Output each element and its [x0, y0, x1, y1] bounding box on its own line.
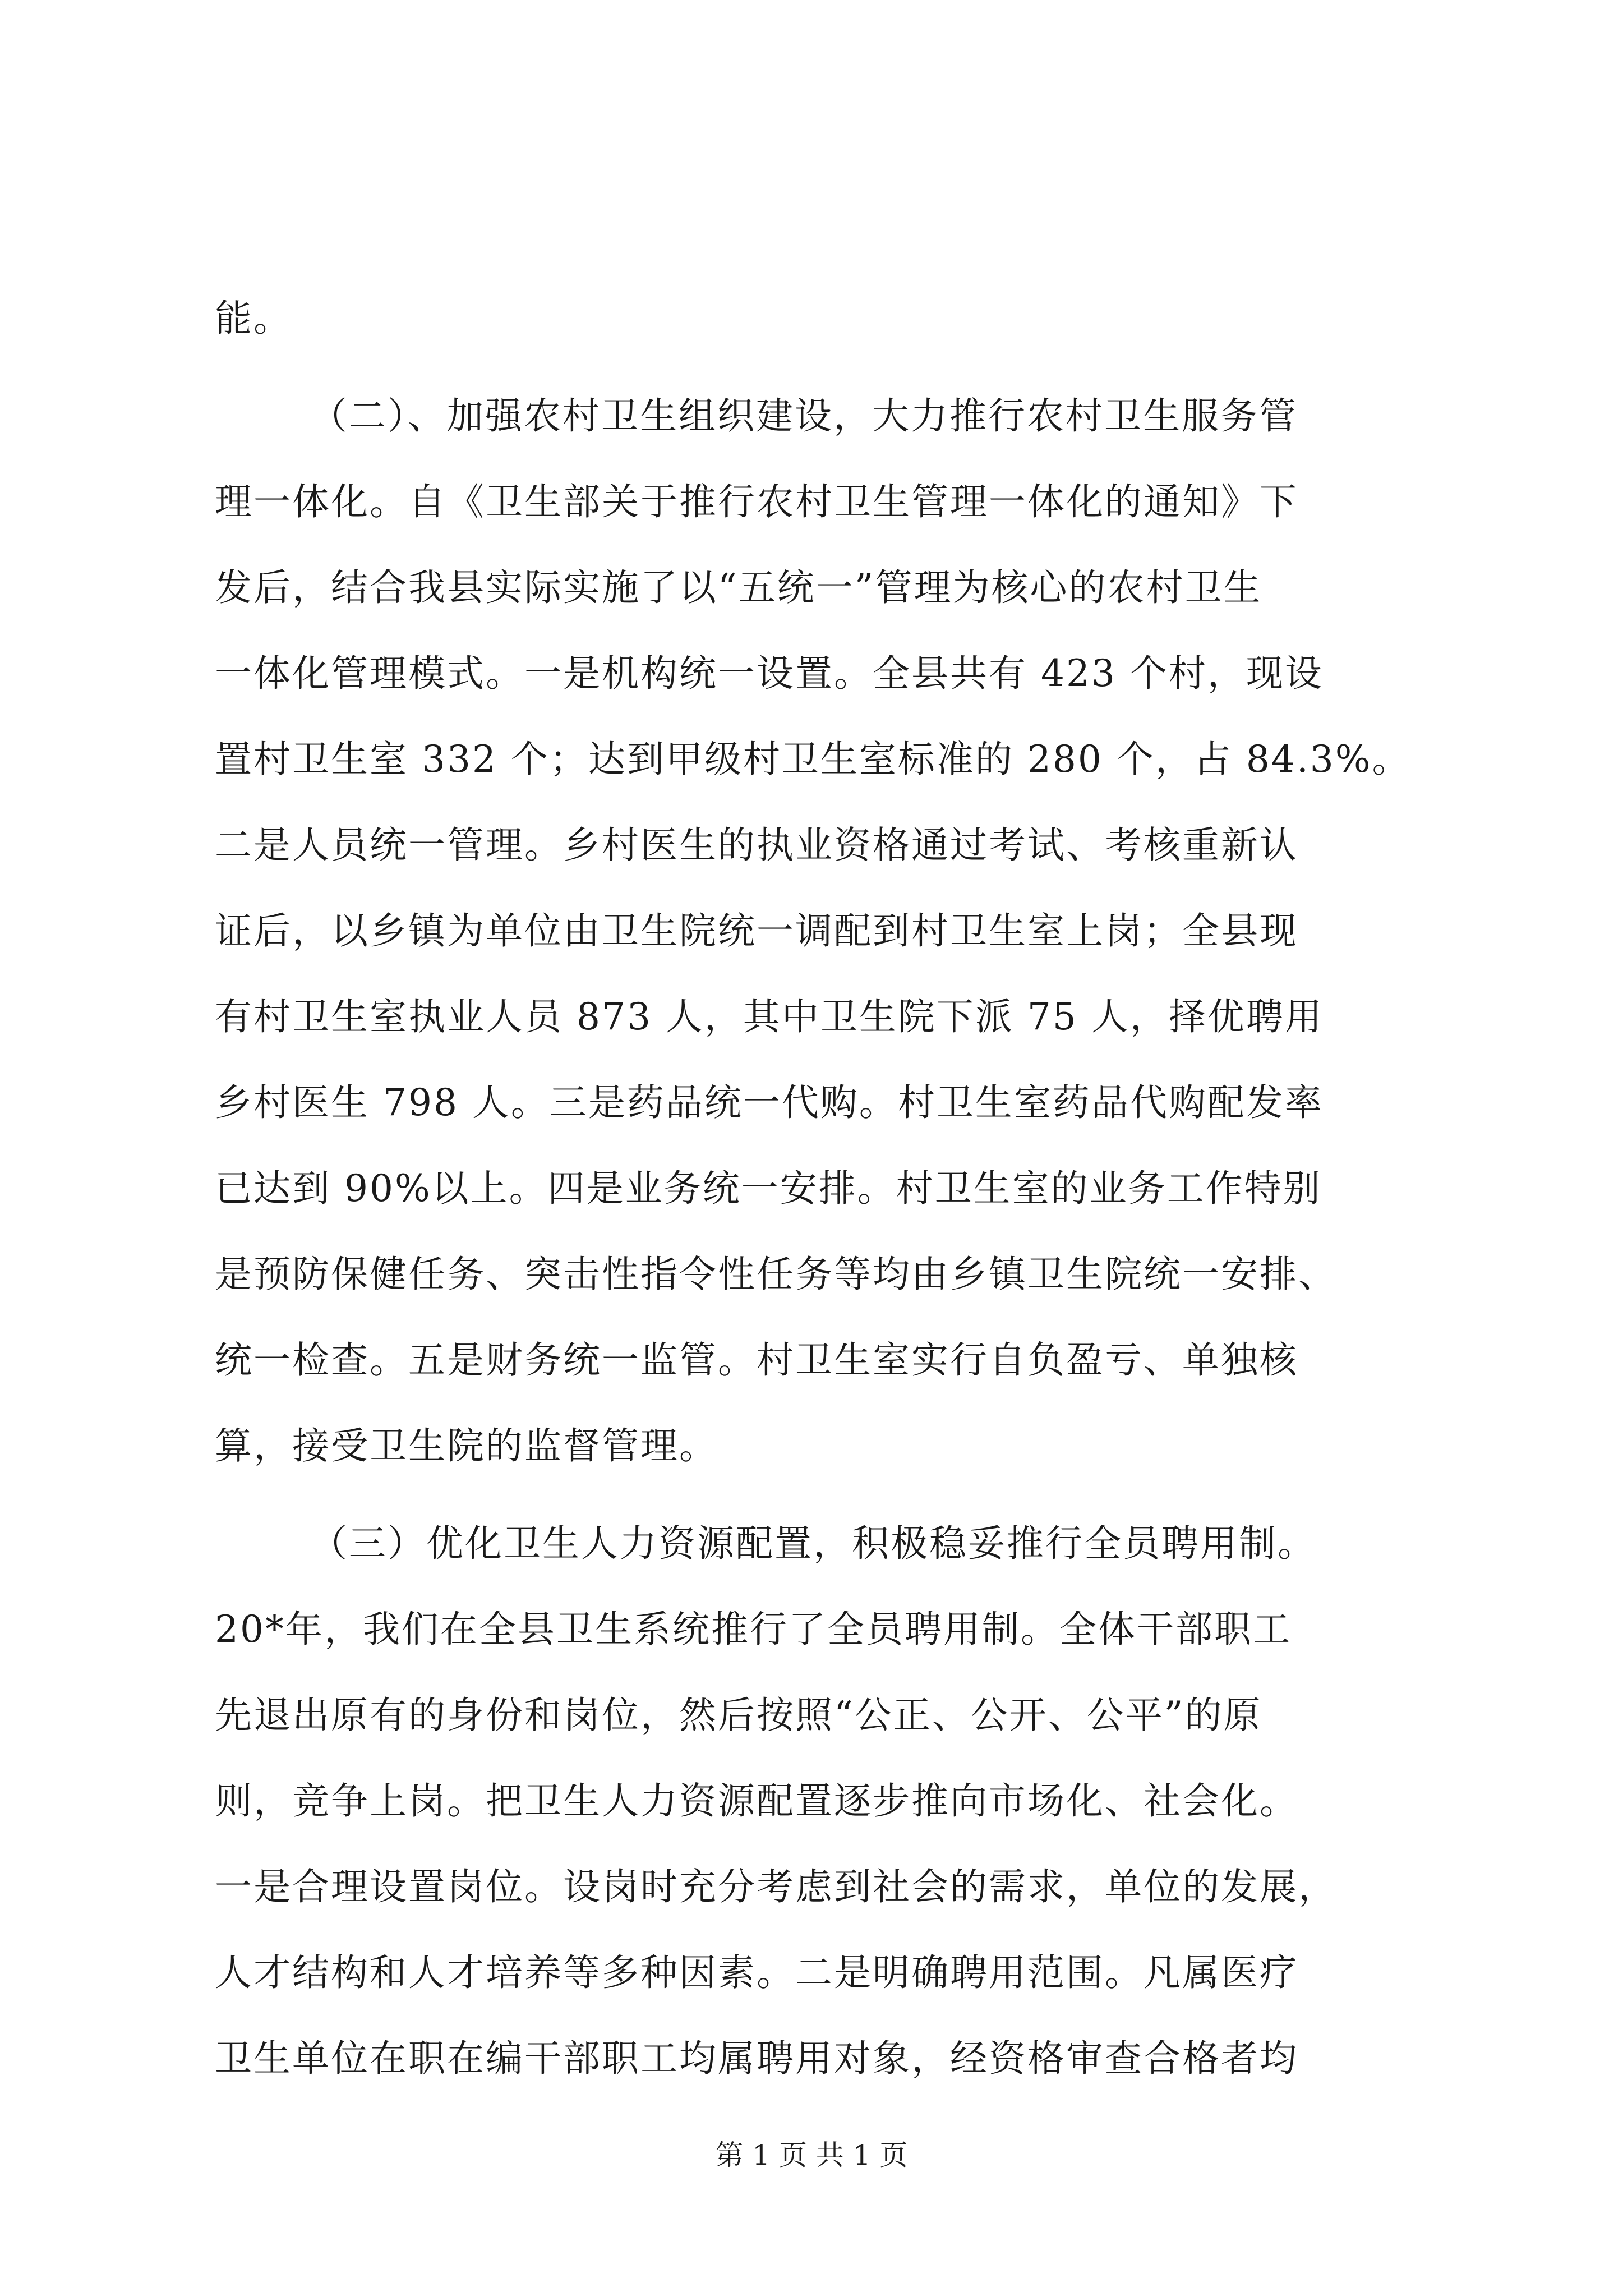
text-line-8: 证后，以乡镇为单位由卫生院统一调配到村卫生室上岗；全县现 [215, 909, 1298, 953]
text-line-5: 一体化管理模式。一是机构统一设置。全县共有 423 个村，现设 [215, 652, 1324, 695]
text-line-19: 一是合理设置岗位。设岗时充分考虑到社会的需求，单位的发展， [215, 1865, 1337, 1908]
section-3-heading-line: （三）优化卫生人力资源配置，积极稳妥推行全员聘用制。 [310, 1522, 1316, 1565]
text-line-12: 是预防保健任务、突击性指令性任务等均由乡镇卫生院统一安排、 [215, 1253, 1337, 1296]
text-line-4: 发后，结合我县实际实施了以“五统一”管理为核心的农村卫生 [215, 566, 1262, 609]
text-line-3: 理一体化。自《卫生部关于推行农村卫生管理一体化的通知》下 [215, 480, 1298, 523]
text-line-10: 乡村医生 798 人。三是药品统一代购。村卫生室药品代购配发率 [215, 1081, 1324, 1124]
text-line-17: 先退出原有的身份和岗位，然后按照“公正、公开、公平”的原 [215, 1694, 1262, 1737]
text-line-21: 卫生单位在职在编干部职工均属聘用对象，经资格审查合格者均 [215, 2037, 1298, 2080]
text-line-1: 能。 [215, 297, 292, 340]
text-line-14: 算，接受卫生院的监督管理。 [215, 1424, 718, 1467]
text-line-7: 二是人员统一管理。乡村医生的执业资格通过考试、考核重新认 [215, 823, 1298, 867]
text-line-9: 有村卫生室执业人员 873 人，其中卫生院下派 75 人，择优聘用 [215, 995, 1324, 1038]
page-number-footer: 第 1 页 共 1 页 [715, 2139, 908, 2171]
text-line-11: 已达到 90%以上。四是业务统一安排。村卫生室的业务工作特别 [215, 1167, 1322, 1210]
text-line-18: 则，竞争上岗。把卫生人力资源配置逐步推向市场化、社会化。 [215, 1779, 1298, 1823]
text-line-6: 置村卫生室 332 个；达到甲级村卫生室标准的 280 个，占 84.3%。 [215, 738, 1411, 781]
text-line-20: 人才结构和人才培养等多种因素。二是明确聘用范围。凡属医疗 [215, 1951, 1298, 1994]
text-line-13: 统一检查。五是财务统一监管。村卫生室实行自负盈亏、单独核 [215, 1338, 1298, 1382]
section-2-heading-line: （二）、加强农村卫生组织建设，大力推行农村卫生服务管 [310, 394, 1298, 438]
text-line-16: 20*年，我们在全县卫生系统推行了全员聘用制。全体干部职工 [215, 1608, 1292, 1651]
